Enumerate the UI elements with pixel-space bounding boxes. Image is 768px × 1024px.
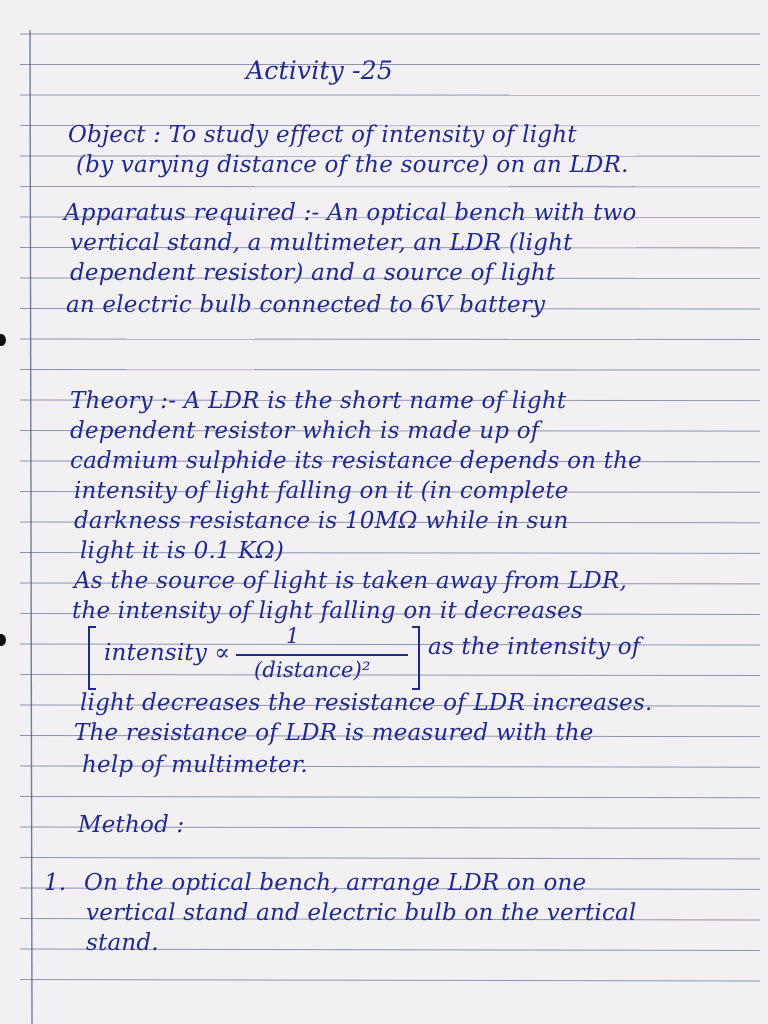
theory-line-10: light decreases the resistance of LDR increases. xyxy=(80,690,653,716)
formula-bracket-right xyxy=(412,626,420,690)
rule-line xyxy=(20,370,760,371)
theory-line-3: cadmium sulphide its resistance depends on the xyxy=(70,448,642,474)
apparatus-line-2: vertical stand, a multimeter, an LDR (light xyxy=(70,230,573,256)
theory-line-5: darkness resistance is 10MΩ while in sun xyxy=(74,508,569,534)
theory-line-8: the intensity of light falling on it decreases xyxy=(72,598,583,624)
formula-denominator: (distance)² xyxy=(254,658,371,682)
theory-line-6: light it is 0.1 KΩ) xyxy=(80,538,285,564)
object-line-1: Object : To study effect of intensity of light xyxy=(68,122,577,148)
apparatus-line-3: dependent resistor) and a source of light xyxy=(70,260,556,286)
formula-numerator: 1 xyxy=(286,624,300,648)
theory-line-11: The resistance of LDR is measured with the xyxy=(74,720,594,746)
theory-line-1: Theory :- A LDR is the short name of light xyxy=(70,388,567,414)
method-step-1-line-3: stand. xyxy=(86,930,159,956)
margin-line xyxy=(30,30,32,1024)
formula-bracket-left xyxy=(88,626,96,690)
method-step-1-number: 1. xyxy=(44,870,67,896)
object-line-2: (by varying distance of the source) on an LDR. xyxy=(76,152,629,178)
formula-left: intensity ∝ xyxy=(104,640,231,666)
rule-line xyxy=(20,980,760,982)
page-title: Activity -25 xyxy=(246,56,393,85)
method-heading: Method : xyxy=(78,812,185,838)
theory-line-12: help of multimeter. xyxy=(82,752,308,778)
apparatus-line-4: an electric bulb connected to 6V battery xyxy=(66,292,546,318)
theory-line-2: dependent resistor which is made up of xyxy=(70,418,540,444)
rule-line xyxy=(20,858,760,859)
method-step-1-line-1: On the optical bench, arrange LDR on one xyxy=(84,870,587,896)
theory-line-4: intensity of light falling on it (in complete xyxy=(74,478,569,504)
formula-fraction-line xyxy=(236,654,408,656)
formula-right: as the intensity of xyxy=(428,634,641,660)
rule-line xyxy=(20,339,760,340)
method-step-1-line-2: vertical stand and electric bulb on the vertical xyxy=(86,900,637,926)
rule-line xyxy=(20,797,760,798)
theory-line-7: As the source of light is taken away from LDR, xyxy=(74,568,627,594)
apparatus-line-1: Apparatus required :- An optical bench with two xyxy=(64,200,637,226)
rule-line xyxy=(20,675,760,676)
